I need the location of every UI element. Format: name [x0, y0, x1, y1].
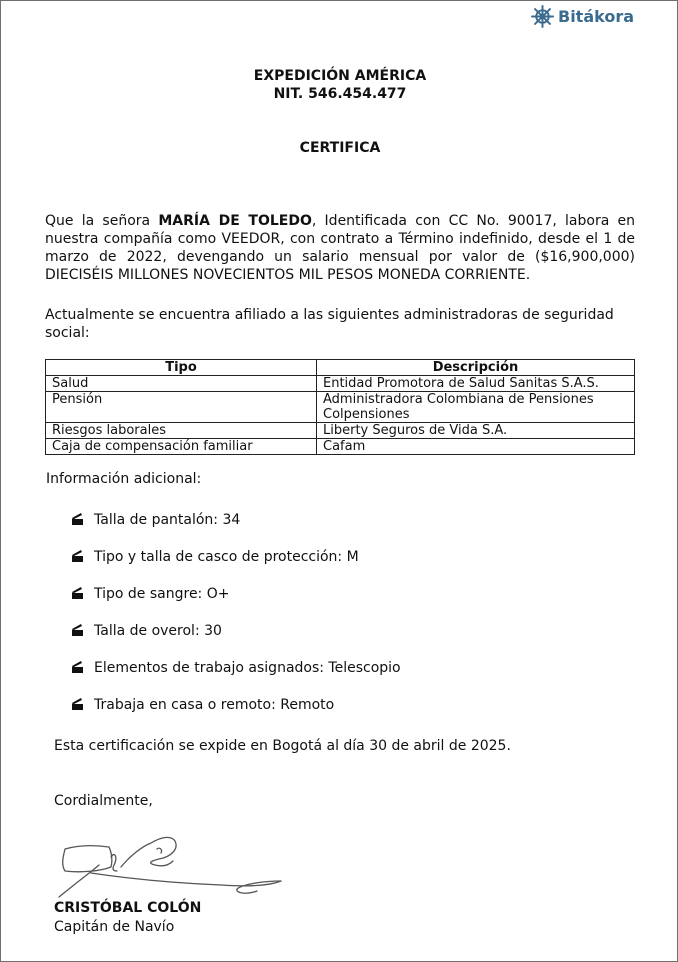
- list-item-text: Talla de overol: 30: [94, 622, 222, 639]
- list-item-text: Talla de pantalón: 34: [94, 511, 241, 528]
- handwritten-signature: [51, 827, 291, 907]
- company-header: [1, 67, 678, 103]
- list-item-text: Tipo y talla de casco de protección: M: [94, 548, 359, 565]
- list-item: [71, 538, 401, 575]
- clapperboard-bullet-icon: [71, 513, 85, 526]
- affiliation-paragraph: Actualmente se encuentra afiliado a las siguientes administradoras de seguridad social:: [45, 307, 614, 341]
- brand-name: Bitákora: [558, 7, 635, 26]
- table-cell: Liberty Seguros de Vida S.A.: [317, 423, 635, 439]
- clapperboard-bullet-icon: [71, 587, 85, 600]
- table-cell: Riesgos laborales: [46, 423, 317, 439]
- list-item-text: Trabaja en casa o remoto: Remoto: [94, 696, 335, 713]
- list-item: [71, 686, 401, 723]
- table-header-row: [46, 360, 635, 376]
- clapperboard-bullet-icon: [71, 661, 85, 674]
- column-header-tipo: Tipo: [46, 360, 317, 376]
- document-title: CERTIFICA: [299, 140, 381, 156]
- table-cell: Salud: [46, 376, 317, 392]
- additional-info-title: Información adicional:: [46, 471, 202, 487]
- table-row: [46, 439, 635, 455]
- table-row: [46, 423, 635, 439]
- ship-wheel-icon: [531, 5, 554, 28]
- signer-name: CRISTÓBAL COLÓN: [54, 900, 202, 916]
- list-item-text: Tipo de sangre: O+: [94, 585, 230, 602]
- affiliation-table: [45, 359, 635, 455]
- column-header-descripcion: Descripción: [317, 360, 635, 376]
- list-item: [71, 501, 401, 538]
- clapperboard-bullet-icon: [71, 624, 85, 637]
- table-row: [46, 392, 635, 423]
- table-cell: Cafam: [317, 439, 635, 455]
- additional-info-list: [71, 501, 401, 723]
- closing-salutation: Cordialmente,: [54, 793, 153, 809]
- table-cell: Pensión: [46, 392, 317, 423]
- company-name: EXPEDICIÓN AMÉRICA: [253, 68, 427, 84]
- clapperboard-bullet-icon: [71, 550, 85, 563]
- list-item-text: Elementos de trabajo asignados: Telescopio: [94, 659, 401, 676]
- list-item: [71, 575, 401, 612]
- clapperboard-bullet-icon: [71, 698, 85, 711]
- employee-name: MARÍA DE TOLEDO: [158, 213, 312, 229]
- table-cell: Administradora Colombiana de Pensiones Colpensiones: [317, 392, 635, 423]
- table-cell: Caja de compensación familiar: [46, 439, 317, 455]
- brand-logo: [531, 5, 634, 28]
- list-item: [71, 649, 401, 686]
- paragraph-text-start: Que la señora: [45, 213, 159, 229]
- list-item: [71, 612, 401, 649]
- signer-role: Capitán de Navío: [54, 919, 175, 935]
- issue-statement: Esta certificación se expide en Bogotá al día 30 de abril de 2025.: [54, 738, 511, 754]
- table-cell: Entidad Promotora de Salud Sanitas S.A.S.: [317, 376, 635, 392]
- company-nit: NIT. 546.454.477: [273, 86, 407, 102]
- paragraph-text-rest: , Identificada con CC No. 90017, labora en nuestra compañía como VEEDOR, con contrato a Término indefinido, desde el 1 de marzo de 2022, devengando un salario mensual por valor de ($16,900,000) DIECISÉIS MILLONES NOVECIENTOS MIL PESOS MONEDA CORRIENTE.: [45, 213, 635, 283]
- employment-paragraph: [45, 212, 635, 284]
- table-row: [46, 376, 635, 392]
